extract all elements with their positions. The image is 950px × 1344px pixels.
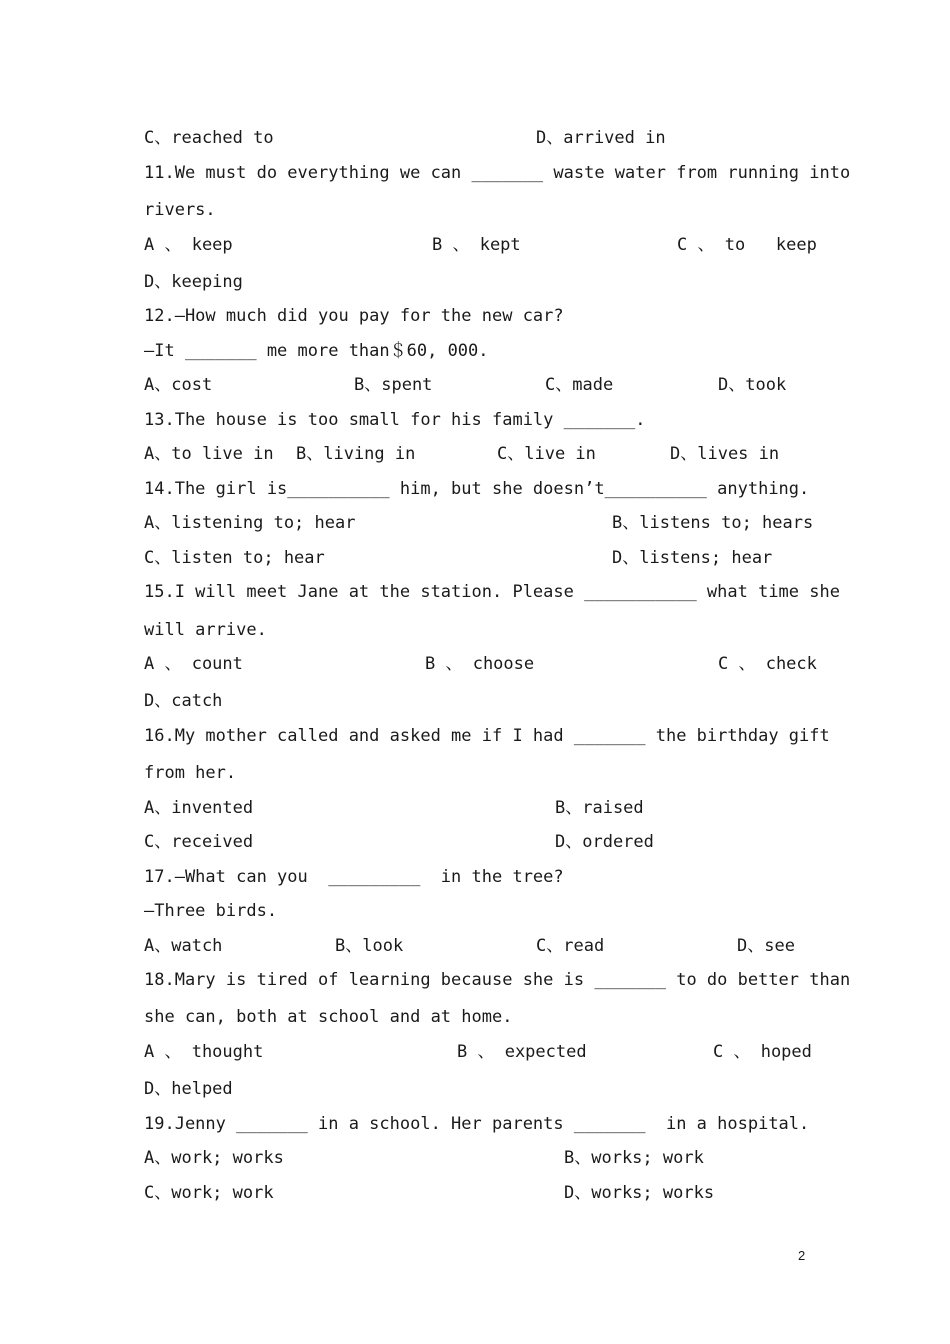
q17-stem-line2: —Three birds. — [144, 901, 278, 921]
q18-option-b: B 、 expected — [457, 1042, 587, 1062]
q11-stem-line1: 11.We must do everything we can _______ waste water from running into — [144, 163, 851, 183]
q14-option-d: D、listens; hear — [612, 548, 773, 568]
q12-stem-line1: 12.—How much did you pay for the new car? — [144, 306, 564, 326]
q17-option-b: B、look — [335, 936, 404, 956]
q12-option-a: A、cost — [144, 375, 213, 395]
q16-stem-line2: from her. — [144, 763, 237, 783]
q13-stem-line1: 13.The house is too small for his family _______. — [144, 410, 646, 430]
q15-option-b: B 、 choose — [425, 654, 535, 674]
q19-option-b: B、works; work — [564, 1148, 704, 1168]
q18-stem-line2: she can, both at school and at home. — [144, 1007, 513, 1027]
q11-option-d: D、keeping — [144, 272, 243, 292]
q11-option-c: C 、 to keep — [677, 235, 817, 255]
q14-option-b: B、listens to; hears — [612, 513, 814, 533]
q12-option-c: C、made — [545, 375, 614, 395]
q15-option-a: A 、 count — [144, 654, 243, 674]
q16-option-d: D、ordered — [555, 832, 654, 852]
q16-option-a: A、invented — [144, 798, 254, 818]
q13-option-a: A、to live in — [144, 444, 274, 464]
q19-option-c: C、work; work — [144, 1183, 274, 1203]
q15-option-c: C 、 check — [718, 654, 817, 674]
q11-option-b: B 、 kept — [432, 235, 521, 255]
q13-option-c: C、live in — [497, 444, 596, 464]
q19-stem-line1: 19.Jenny _______ in a school. Her parents _______ in a hospital. — [144, 1114, 810, 1134]
q18-option-a: A 、 thought — [144, 1042, 264, 1062]
q12-stem-line2: —It _______ me more than＄60, 000. — [144, 341, 489, 361]
q16-stem-line1: 16.My mother called and asked me if I had _______ the birthday gift — [144, 726, 830, 746]
q15-stem-line2: will arrive. — [144, 620, 267, 640]
q13-option-b: B、living in — [296, 444, 416, 464]
q14-stem-line1: 14.The girl is__________ him, but she doesn’t__________ anything. — [144, 479, 810, 499]
page-number: 2 — [798, 1248, 806, 1263]
q12-option-d: D、took — [718, 375, 787, 395]
q17-stem-line1: 17.—What can you _________ in the tree? — [144, 867, 564, 887]
q15-option-d: D、catch — [144, 691, 223, 711]
q18-option-d: D、helped — [144, 1079, 233, 1099]
q16-option-c: C、received — [144, 832, 254, 852]
q16-option-b: B、raised — [555, 798, 644, 818]
q11-stem-line2: rivers. — [144, 200, 216, 220]
q10-option-d: D、arrived in — [536, 128, 666, 148]
q10-option-c: C、reached to — [144, 128, 274, 148]
q18-stem-line1: 18.Mary is tired of learning because she is _______ to do better than — [144, 970, 851, 990]
q13-option-d: D、lives in — [670, 444, 780, 464]
q17-option-d: D、see — [737, 936, 795, 956]
q17-option-c: C、read — [536, 936, 605, 956]
q17-option-a: A、watch — [144, 936, 223, 956]
q19-option-a: A、work; works — [144, 1148, 284, 1168]
q14-option-a: A、listening to; hear — [144, 513, 356, 533]
q14-option-c: C、listen to; hear — [144, 548, 325, 568]
q19-option-d: D、works; works — [564, 1183, 715, 1203]
q18-option-c: C 、 hoped — [713, 1042, 812, 1062]
q15-stem-line1: 15.I will meet Jane at the station. Please ___________ what time she — [144, 582, 840, 602]
q12-option-b: B、spent — [354, 375, 433, 395]
q11-option-a: A 、 keep — [144, 235, 233, 255]
